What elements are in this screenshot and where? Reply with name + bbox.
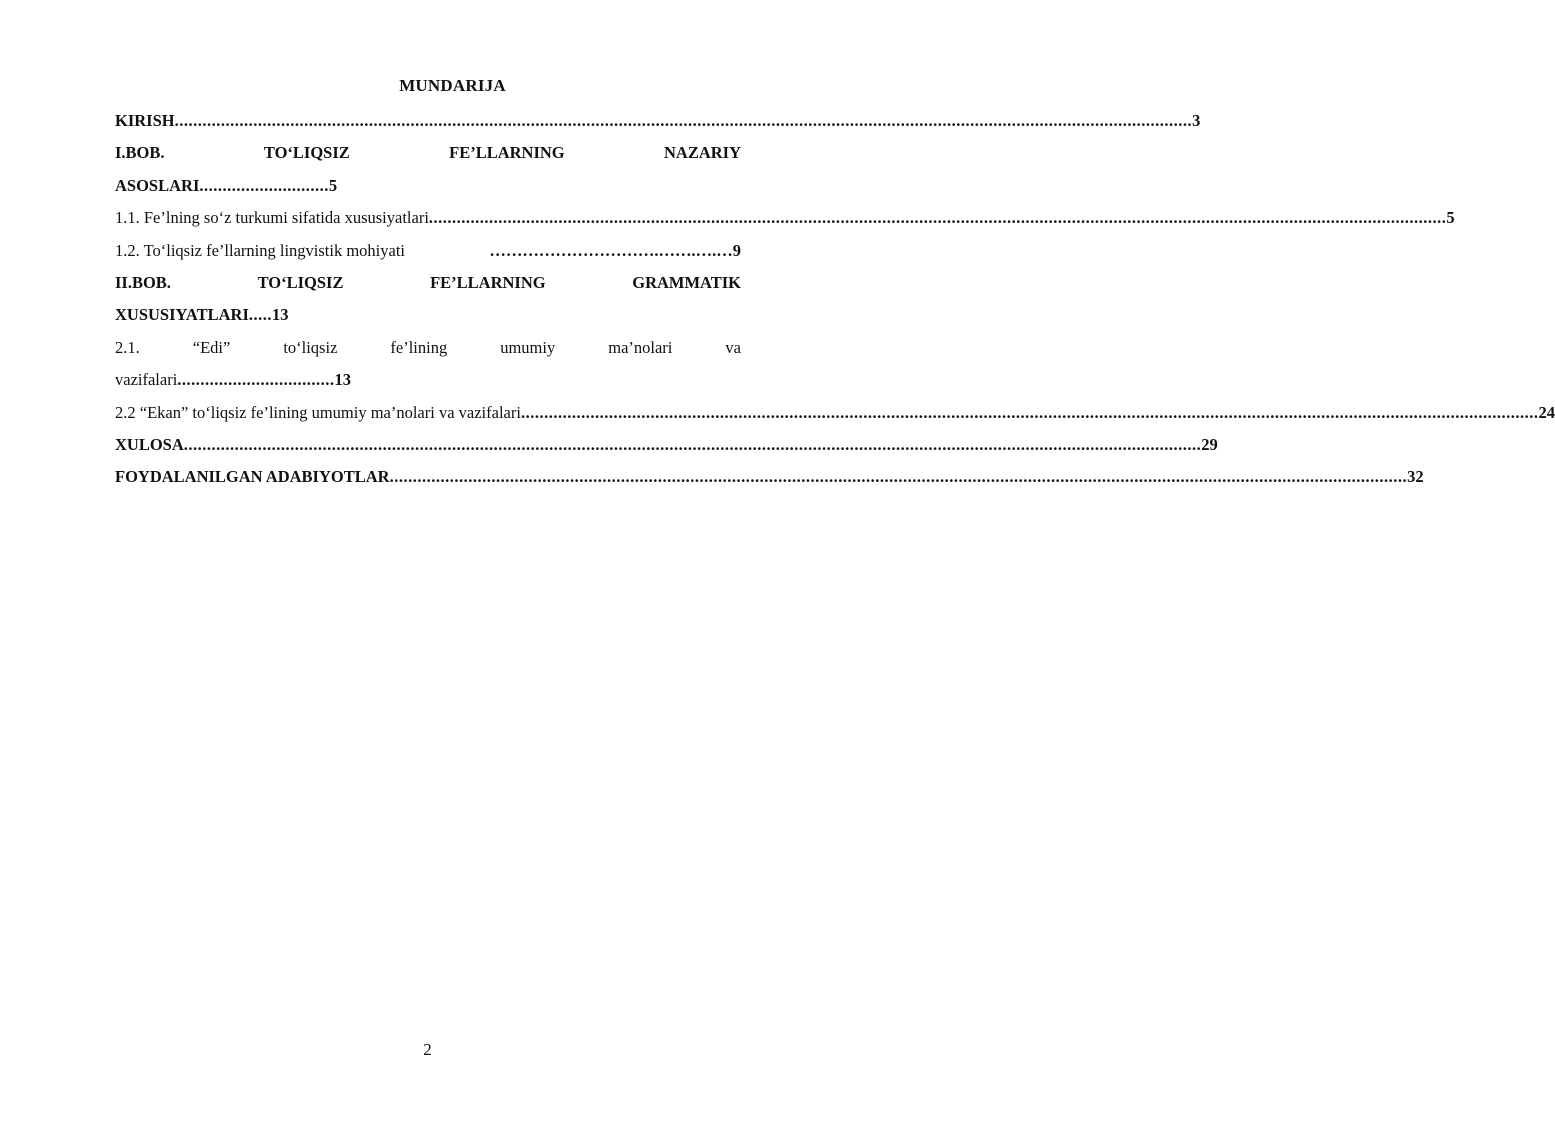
toc-word: va xyxy=(725,337,741,357)
dot-leader: ............................................................................................................................................................................................................................ xyxy=(520,402,1539,422)
toc-entry-label: FOYDALANILGAN ADABIYOTLAR xyxy=(115,467,390,487)
toc-word: GRAMMATIK xyxy=(632,272,741,292)
toc-entry-page: 9 xyxy=(732,240,741,260)
toc-word: NAZARIY xyxy=(663,143,741,163)
toc-entry-page: 5 xyxy=(1446,208,1455,228)
toc-word: 2.1. xyxy=(115,337,140,357)
toc-entry-xulosa[interactable] xyxy=(115,429,1218,461)
toc-entry-adabiyotlar[interactable] xyxy=(115,461,1424,493)
dot-leader: ………………………….…….….… xyxy=(489,240,733,260)
toc-entry-kirish[interactable] xyxy=(115,105,1201,137)
toc-word: TO‘LIQSIZ xyxy=(257,272,344,292)
toc-word: ma’nolari xyxy=(608,337,673,357)
toc-entry-label: vazifalari xyxy=(115,370,178,390)
toc-entry-section-2-2[interactable] xyxy=(115,397,1555,429)
dot-leader: .................................. xyxy=(177,370,335,390)
dot-leader: ............................ xyxy=(199,175,329,195)
toc-word: to‘liqsiz xyxy=(283,337,338,357)
toc-entry-page: 3 xyxy=(1192,111,1201,130)
page-number: 2 xyxy=(423,1040,432,1059)
toc-entry-label: 2.2 “Ekan” to‘liqsiz fe’lining umumiy ma’nolari va vazifalari xyxy=(115,402,521,422)
toc-entry-page: 13 xyxy=(334,370,352,390)
toc-entry-chapter1-continued[interactable] xyxy=(115,170,741,202)
toc-word: I.BOB. xyxy=(115,143,165,163)
toc-entry-page: 24 xyxy=(1538,402,1555,422)
toc-entry-page: 5 xyxy=(328,175,338,195)
toc-entry-section-1-2[interactable] xyxy=(115,235,741,267)
toc-title: MUNDARIJA xyxy=(399,76,506,95)
dot-leader: ............................................................................................................................................................................................................................ xyxy=(174,111,1193,130)
table-of-contents xyxy=(115,105,1555,494)
toc-word: FE’LLARNING xyxy=(430,272,546,292)
toc-word: TO‘LIQSIZ xyxy=(263,143,350,163)
toc-entry-label: 1.1. Fe’lning so‘z turkumi sifatida xususiyatlari xyxy=(115,208,429,228)
toc-entry-chapter2-continued[interactable] xyxy=(115,299,741,331)
toc-entry-section-2-1-continued[interactable] xyxy=(115,364,741,396)
toc-entry-page: 13 xyxy=(272,305,289,325)
toc-entry-label: ASOSLARI xyxy=(115,175,200,195)
dot-leader: ............................................................................................................................................................................................................................ xyxy=(389,467,1408,487)
toc-word: “Edi” xyxy=(192,337,231,357)
toc-word: umumiy xyxy=(500,337,556,357)
dot-leader: ............................................................................................................................................................................................................................ xyxy=(428,208,1447,228)
dot-leader: ..... xyxy=(248,305,273,325)
toc-entry-label: XULOSA xyxy=(115,434,184,454)
dot-leader: ............................................................................................................................................................................................................................ xyxy=(183,434,1202,454)
toc-entry-chapter2[interactable] xyxy=(115,267,741,299)
toc-entry-chapter1[interactable] xyxy=(115,137,741,169)
toc-word: fe’lining xyxy=(390,337,448,357)
toc-entry-label: KIRISH xyxy=(115,111,175,130)
toc-entry-section-2-1[interactable] xyxy=(115,332,741,364)
toc-entry-section-1-1[interactable] xyxy=(115,202,1455,234)
toc-word: II.BOB. xyxy=(115,272,171,292)
toc-entry-label: 1.2. To‘liqsiz fe’llarning lingvistik mohiyati xyxy=(115,240,406,260)
toc-entry-page: 29 xyxy=(1201,434,1218,454)
toc-entry-page: 32 xyxy=(1407,467,1424,487)
toc-word: FE’LLARNING xyxy=(449,143,565,163)
toc-entry-label: XUSUSIYATLARI xyxy=(115,305,249,325)
